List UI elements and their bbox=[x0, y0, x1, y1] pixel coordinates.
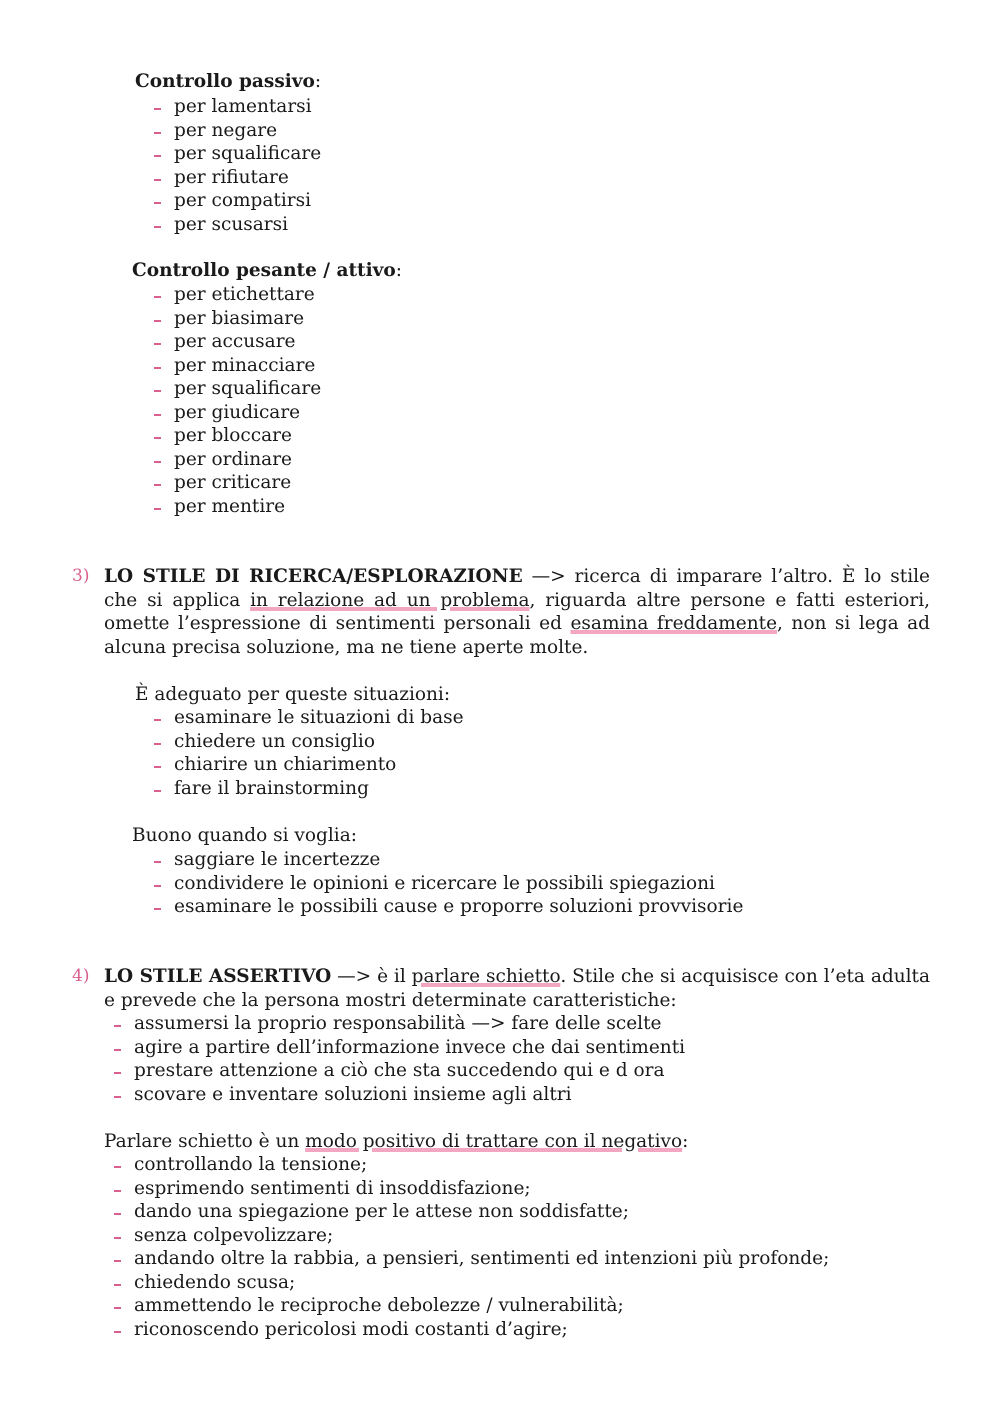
list-item: per ordinare bbox=[174, 448, 292, 470]
list-item: condividere le opinioni e ricercare le possibili spiegazioni bbox=[174, 872, 715, 894]
bullet-dash-icon bbox=[154, 790, 161, 792]
list-item: per accusare bbox=[174, 331, 296, 352]
bullet-dash-icon bbox=[154, 437, 161, 439]
list-item: saggiare le incertezze bbox=[174, 849, 381, 870]
bullet-dash-icon bbox=[154, 296, 161, 298]
section-4-paragraph-2: Parlare schietto è un modo positivo di trattare con il negativo: bbox=[104, 1131, 689, 1152]
section-3-number: 3) bbox=[72, 566, 90, 586]
list-item: per giudicare bbox=[174, 401, 301, 423]
adequate-heading: È adeguato per queste situazioni: bbox=[135, 684, 451, 705]
bullet-dash-icon bbox=[154, 202, 161, 204]
bullet-dash-icon bbox=[154, 484, 161, 486]
bullet-dash-icon bbox=[154, 908, 161, 910]
bullet-dash-icon bbox=[154, 719, 161, 721]
list-item: chiedere un consiglio bbox=[174, 730, 375, 752]
list-item: per criticare bbox=[174, 472, 292, 493]
bullet-dash-icon bbox=[154, 390, 161, 392]
bullet-dash-icon bbox=[154, 132, 161, 134]
bullet-dash-icon bbox=[154, 861, 161, 863]
list-item: riconoscendo pericolosi modi costanti d’agire; bbox=[134, 1318, 568, 1340]
list-item: per biasimare bbox=[174, 307, 305, 329]
good-heading: Buono quando si voglia: bbox=[132, 825, 357, 846]
list-item: senza colpevolizzare; bbox=[134, 1224, 334, 1246]
bullet-dash-icon bbox=[114, 1237, 121, 1239]
bullet-dash-icon bbox=[114, 1072, 121, 1074]
bullet-dash-icon bbox=[154, 179, 161, 181]
list-item: assumersi la proprio responsabilità —> fare delle scelte bbox=[134, 1013, 662, 1034]
bullet-dash-icon bbox=[154, 414, 161, 416]
bullet-dash-icon bbox=[154, 108, 161, 110]
list-item: controllando la tensione; bbox=[134, 1154, 368, 1175]
list-item: prestare attenzione a ciò che sta succedendo qui e d ora bbox=[134, 1060, 665, 1081]
bullet-dash-icon bbox=[154, 885, 161, 887]
highlight-problem: in relazione ad un problema bbox=[250, 589, 530, 611]
section-4-number: 4) bbox=[72, 966, 90, 986]
bullet-dash-icon bbox=[114, 1331, 121, 1333]
bullet-dash-icon bbox=[154, 343, 161, 345]
section-3-paragraph: LO STILE DI RICERCA/ESPLORAZIONE —> ricerca di imparare l’altro. È lo stile che si applica in relazione ad un problema, riguarda altre persone e fatti esteriori, omette l’espressione di sentimenti personali ed esamina freddamente, non si lega ad alcuna precisa soluzione, ma ne tiene aperte molte. bbox=[104, 566, 931, 658]
bullet-dash-icon bbox=[114, 1307, 121, 1309]
bullet-dash-icon bbox=[114, 1096, 121, 1098]
section-3-title: LO STILE DI RICERCA/ESPLORAZIONE bbox=[104, 566, 523, 587]
list-item: per bloccare bbox=[174, 425, 292, 446]
section-4-title: LO STILE ASSERTIVO bbox=[104, 966, 332, 987]
list-item: per squalificare bbox=[174, 378, 322, 399]
list-item: fare il brainstorming bbox=[174, 777, 369, 799]
bullet-dash-icon bbox=[154, 367, 161, 369]
list-item: agire a partire dell’informazione invece che dai sentimenti bbox=[134, 1036, 686, 1058]
bullet-dash-icon bbox=[154, 743, 161, 745]
heavy-heading: Controllo pesante / attivo: bbox=[132, 260, 402, 281]
highlight-frank-speech: parlare schietto bbox=[411, 966, 561, 987]
bullet-dash-icon bbox=[154, 461, 161, 463]
list-item: per rifiutare bbox=[174, 166, 289, 188]
bullet-dash-icon bbox=[114, 1213, 121, 1215]
list-item: per lamentarsi bbox=[174, 96, 312, 117]
bullet-dash-icon bbox=[114, 1190, 121, 1192]
list-item: per compatirsi bbox=[174, 190, 312, 211]
bullet-dash-icon bbox=[154, 320, 161, 322]
list-item: chiarire un chiarimento bbox=[174, 754, 397, 775]
list-item: andando oltre la rabbia, a pensieri, sentimenti ed intenzioni più profonde; bbox=[134, 1248, 830, 1269]
list-item: per mentire bbox=[174, 495, 286, 517]
bullet-dash-icon bbox=[154, 155, 161, 157]
bullet-dash-icon bbox=[154, 508, 161, 510]
bullet-dash-icon bbox=[114, 1025, 121, 1027]
list-item: per scusarsi bbox=[174, 213, 289, 235]
highlight-coldly: esamina freddamente bbox=[570, 613, 778, 635]
section-4-paragraph: LO STILE ASSERTIVO —> è il parlare schietto. Stile che si acquisisce con l’eta adulta e prevede che la persona mostri determinate caratteristiche: bbox=[104, 966, 931, 1011]
list-item: chiedendo scusa; bbox=[134, 1271, 296, 1293]
list-item: per squalificare bbox=[174, 143, 322, 164]
list-item: esaminare le situazioni di base bbox=[174, 707, 464, 728]
list-item: per etichettare bbox=[174, 284, 315, 305]
list-item: ammettendo le reciproche debolezze / vulnerabilità; bbox=[134, 1295, 624, 1316]
list-item: dando una spiegazione per le attese non soddisfatte; bbox=[134, 1201, 629, 1222]
list-item: esprimendo sentimenti di insoddisfazione; bbox=[134, 1177, 531, 1199]
bullet-dash-icon bbox=[114, 1284, 121, 1286]
bullet-dash-icon bbox=[114, 1166, 121, 1168]
bullet-dash-icon bbox=[154, 766, 161, 768]
highlight-positive-way: modo positivo di trattare con il negativo bbox=[305, 1131, 683, 1152]
list-item: per negare bbox=[174, 119, 278, 141]
passive-heading: Controllo passivo: bbox=[135, 71, 322, 92]
list-item: scovare e inventare soluzioni insieme agli altri bbox=[134, 1083, 572, 1105]
bullet-dash-icon bbox=[114, 1260, 121, 1262]
bullet-dash-icon bbox=[114, 1049, 121, 1051]
bullet-dash-icon bbox=[154, 226, 161, 228]
list-item: per minacciare bbox=[174, 354, 316, 376]
list-item: esaminare le possibili cause e proporre soluzioni provvisorie bbox=[174, 896, 744, 917]
